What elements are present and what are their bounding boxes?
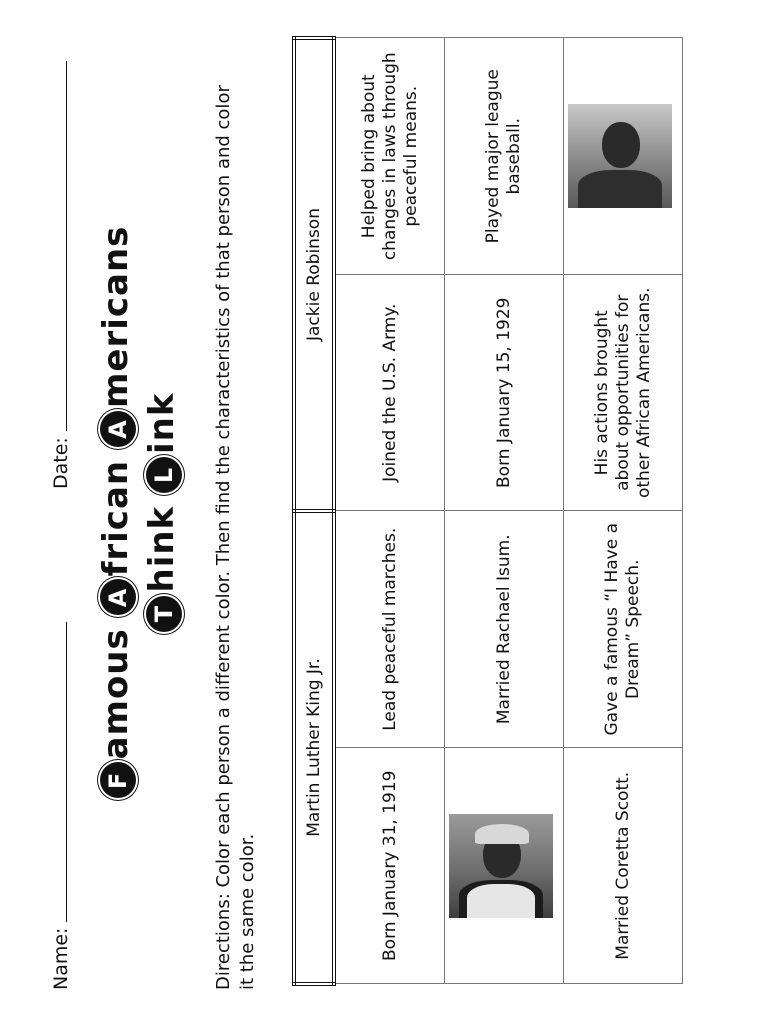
date-blank-line[interactable] [48, 61, 67, 431]
title-word: Americans [96, 226, 136, 447]
header-jackie-robinson[interactable]: Jackie Robinson [294, 38, 334, 511]
directions-text: Directions: Color each person a different color. Then find the characteristics of that person and color it the same color. [213, 85, 258, 990]
title-word: Think [142, 506, 182, 632]
table-cell[interactable]: Married Rachael Isum. [445, 511, 564, 748]
title-initial: F [100, 762, 136, 798]
header-mlk[interactable]: Martin Luther King Jr. [294, 511, 334, 984]
table-row [334, 38, 445, 984]
table-cell[interactable]: His actions brought about opportunities for other African Americans. [564, 275, 683, 512]
name-label: Name: [50, 927, 72, 990]
table-cell[interactable]: Joined the U.S. Army. [334, 275, 445, 512]
date-label: Date: [50, 437, 72, 489]
table-row [564, 38, 683, 984]
table-cell[interactable]: Played major league baseball. [445, 38, 564, 275]
characteristics-table [292, 36, 683, 986]
jackie-robinson-portrait-photo [568, 104, 672, 208]
page-title-line-1 [96, 0, 136, 1024]
title-word: African [96, 460, 136, 616]
name-field [48, 622, 72, 990]
page-title-line-2 [142, 0, 182, 1024]
title-initial: A [100, 411, 136, 447]
title-initial: A [100, 579, 136, 615]
table-header-row [294, 38, 334, 984]
table-row [445, 38, 564, 984]
table-cell[interactable]: Gave a famous “I Have a Dream” Speech. [564, 511, 683, 748]
table-cell[interactable]: Married Coretta Scott. [564, 748, 683, 985]
date-field [48, 61, 72, 489]
title-word: Link [142, 393, 182, 493]
table-cell[interactable]: Helped bring about changes in laws through peaceful means. [334, 38, 445, 275]
table-cell[interactable]: Lead peaceful marches. [334, 511, 445, 748]
title-word: Famous [96, 628, 136, 798]
table-cell[interactable]: Born January 15, 1929 [445, 275, 564, 512]
title-initial: T [146, 596, 182, 632]
table-cell[interactable]: Born January 31, 1919 [334, 748, 445, 985]
title-initial: L [146, 457, 182, 493]
table-cell-mlk-photo[interactable] [445, 748, 564, 985]
mlk-portrait-photo [449, 814, 553, 918]
table-cell-jr-photo[interactable] [564, 38, 683, 275]
name-blank-line[interactable] [48, 622, 67, 922]
